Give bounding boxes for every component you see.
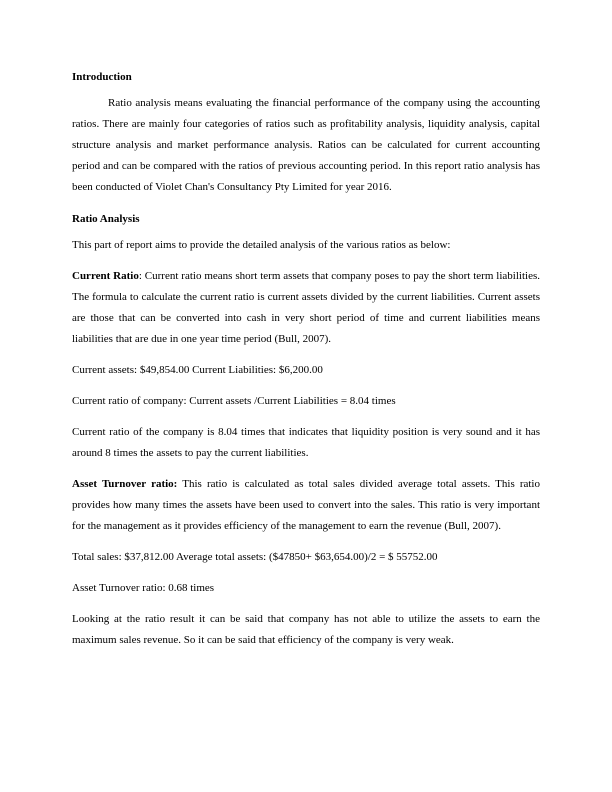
asset-turnover-paragraph (72, 474, 540, 537)
document-page (72, 66, 540, 661)
introduction-paragraph: Ratio analysis means evaluating the financial performance of the company using the accounting ratios. There are mainly four categories of ratios such as profitability analysis, liquidity analysis, capital structure analysis and market performance analysis. Ratios can be calculated for current accounting period and can be compared with the ratios of previous accounting period. In this report ratio analysis has been conducted of Violet Chan's Consultancy Pty Limited for year 2016. (72, 97, 540, 193)
current-ratio-paragraph (72, 266, 540, 350)
ratio-analysis-intro: This part of report aims to provide the detailed analysis of the various ratios as below: (72, 239, 451, 251)
asset-turnover-values: Total sales: $37,812.00 Average total assets: ($47850+ $63,654.00)/2 = $ 55752.00 (72, 551, 438, 563)
asset-turnover-term: Asset Turnover ratio: (72, 478, 178, 490)
ratio-analysis-heading: Ratio Analysis (72, 213, 140, 225)
current-ratio-values: Current assets: $49,854.00 Current Liabilities: $6,200.00 (72, 364, 323, 376)
asset-turnover-conclusion: Looking at the ratio result it can be said that company has not able to utilize the assets to earn the maximum sales revenue. So it can be said that efficiency of the company is very weak. (72, 613, 540, 646)
current-ratio-term: Current Ratio (72, 270, 139, 282)
current-ratio-formula: Current ratio of company: Current assets /Current Liabilities = 8.04 times (72, 395, 396, 407)
current-ratio-definition: : Current ratio means short term assets that company poses to pay the short term liabilities. The formula to calculate the current ratio is current assets divided by the current liabilities. Current assets are those that can be converted into cash in very short period of time and current liabilities means liabilities that are due in one year time period (Bull, 2007). (72, 270, 540, 345)
introduction-heading: Introduction (72, 71, 132, 83)
asset-turnover-definition: This ratio is calculated as total sales divided average total assets. This ratio provides how many times the assets have been used to convert into the sales. This ratio is very important for the management as it provides efficiency of the management to earn the revenue (Bull, 2007). (72, 478, 540, 532)
asset-turnover-result: Asset Turnover ratio: 0.68 times (72, 582, 215, 594)
current-ratio-conclusion: Current ratio of the company is 8.04 times that indicates that liquidity position is very sound and it has around 8 times the assets to pay the current liabilities. (72, 426, 540, 459)
